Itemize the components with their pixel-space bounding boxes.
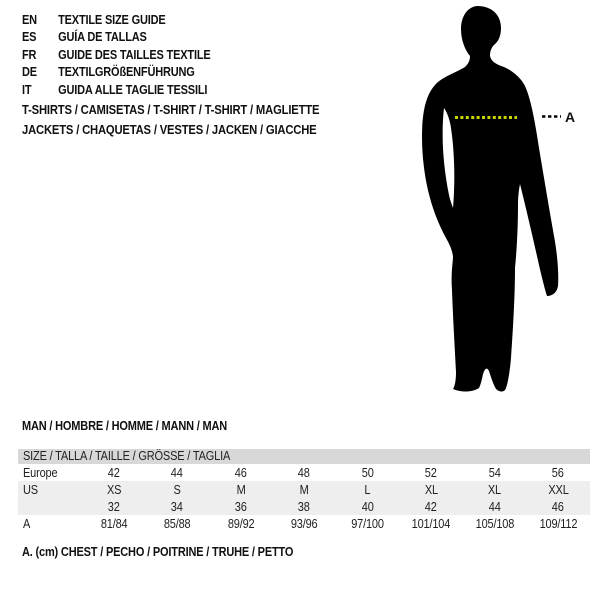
measure-label-a: A: [565, 109, 576, 125]
table-cell: XL: [424, 482, 438, 497]
man-silhouette-figure: [415, 0, 600, 400]
table-cell: XXL: [548, 482, 569, 497]
table-cell: 34: [171, 499, 184, 514]
table-cell: XL: [488, 482, 502, 497]
section-title-man: MAN / HOMBRE / HOMME / MANN / MAN: [22, 419, 228, 433]
language-row: [22, 46, 211, 64]
table-cell: 97/100: [351, 516, 385, 531]
man-silhouette-path: [422, 6, 558, 392]
table-cell: 93/96: [290, 516, 318, 531]
language-code: IT: [22, 82, 32, 97]
table-cell: 105/108: [475, 516, 515, 531]
table-cell: 109/112: [539, 516, 578, 531]
chest-measurement-note: A. (cm) CHEST / PECHO / POITRINE / TRUHE / PETTO: [22, 545, 294, 559]
table-cell: 56: [552, 465, 565, 480]
table-cell: 46: [552, 499, 565, 514]
row-label: [18, 500, 82, 514]
table-cell: 44: [488, 499, 501, 514]
table-cell: 81/84: [100, 516, 128, 531]
product-categories: [22, 101, 352, 140]
table-cell: 101/104: [411, 516, 451, 531]
table-cell: 89/92: [227, 516, 255, 531]
table-cell: 46: [234, 465, 247, 480]
table-cell: M: [236, 482, 246, 497]
language-row: [22, 29, 211, 47]
language-label: GUIDE DES TAILLES TEXTILE: [58, 47, 211, 62]
size-table-header-label: SIZE / TALLA / TAILLE / GRÖSSE / TAGLIA: [23, 449, 231, 463]
language-code: ES: [22, 30, 37, 45]
table-cell: 40: [361, 499, 374, 514]
row-label: A: [23, 516, 31, 531]
language-code: DE: [22, 65, 37, 80]
language-label: GUIDA ALLE TAGLIE TESSILI: [58, 82, 208, 97]
table-cell: 54: [488, 465, 501, 480]
table-cell: 38: [298, 499, 311, 514]
table-cell: 32: [107, 499, 120, 514]
table-row-us-numbers: [18, 498, 590, 515]
language-row: [22, 81, 211, 99]
size-table-header: [18, 449, 590, 464]
man-silhouette: [415, 0, 600, 400]
table-cell: 50: [361, 465, 374, 480]
language-code: EN: [22, 12, 37, 27]
language-list: [22, 11, 236, 99]
table-row-a-chest: [18, 515, 590, 532]
table-cell: 48: [298, 465, 311, 480]
table-cell: 44: [171, 465, 184, 480]
language-row: [22, 11, 211, 29]
table-row-europe: [18, 464, 590, 481]
language-code: FR: [22, 47, 37, 62]
table-row-us-letters: [18, 481, 590, 498]
table-cell: 42: [107, 465, 120, 480]
table-cell: M: [299, 482, 309, 497]
language-label: TEXTILE SIZE GUIDE: [58, 12, 166, 27]
language-label: TEXTILGRÖßENFÜHRUNG: [58, 65, 195, 80]
table-cell: 52: [425, 465, 438, 480]
table-cell: 42: [425, 499, 438, 514]
table-cell: XS: [106, 482, 121, 497]
language-label: GUÍA DE TALLAS: [58, 30, 147, 45]
product-categories-jackets: JACKETS / CHAQUETAS / VESTES / JACKEN / GIACCHE: [22, 122, 317, 137]
table-cell: 85/88: [163, 516, 191, 531]
size-table: [18, 449, 590, 532]
table-cell: 36: [234, 499, 247, 514]
table-cell: S: [173, 482, 181, 497]
row-label: US: [23, 482, 38, 497]
row-label: Europe: [23, 465, 58, 480]
table-cell: L: [364, 482, 371, 497]
language-row: [22, 64, 211, 82]
product-categories-tshirts: T-SHIRTS / CAMISETAS / T-SHIRT / T-SHIRT / MAGLIETTE: [22, 103, 320, 117]
